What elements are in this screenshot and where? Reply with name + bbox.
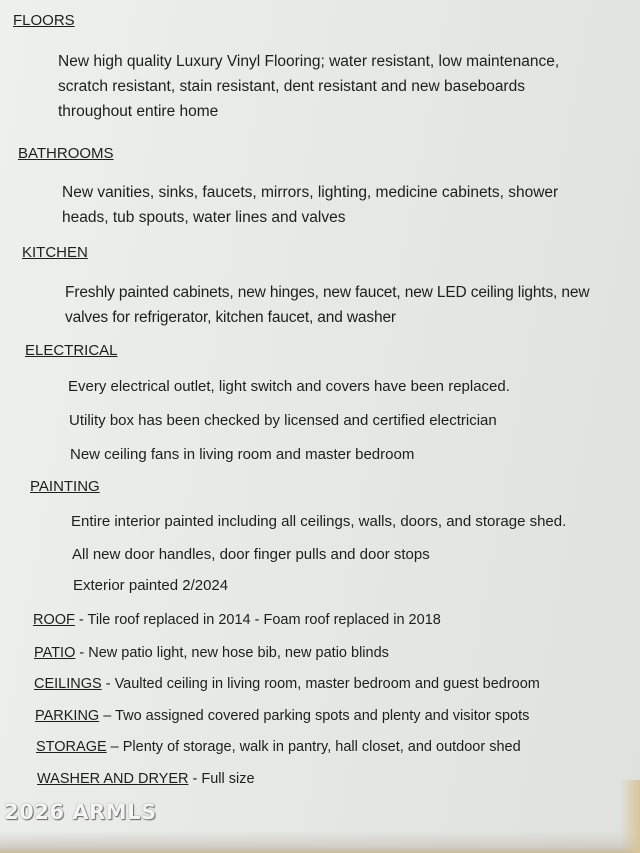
section-body-floors [58, 49, 559, 124]
parking-label: PARKING [35, 708, 100, 724]
roof-label: ROOF [33, 612, 75, 628]
paper-right-edge [620, 780, 640, 853]
section-body-bathrooms [62, 180, 558, 230]
body-line: New high quality Luxury Vinyl Flooring; water resistant, low maintenance, [58, 53, 560, 70]
storage-label: STORAGE [36, 739, 107, 755]
washer-dryer-text: - Full size [188, 771, 255, 787]
patio-label: PATIO [34, 645, 76, 661]
section-heading-floors: FLOORS [13, 12, 75, 29]
body-line: scratch resistant, stain resistant, dent resistant and new baseboards [58, 78, 525, 95]
body-line: Freshly painted cabinets, new hinges, new faucet, new LED ceiling lights, new [65, 284, 590, 301]
washer-dryer-label: WASHER AND DRYER [37, 771, 189, 787]
mls-watermark: 2026 ARMLS [4, 800, 157, 824]
parking-line [35, 708, 529, 724]
section-heading-electrical: ELECTRICAL [25, 342, 118, 359]
electrical-item: New ceiling fans in living room and master bedroom [70, 446, 415, 463]
painting-item: Entire interior painted including all ceilings, walls, doors, and storage shed. [71, 513, 567, 530]
washer-dryer-line [37, 771, 255, 787]
section-heading-kitchen: KITCHEN [22, 244, 88, 261]
painting-item: All new door handles, door finger pulls and door stops [72, 546, 430, 563]
parking-text: – Two assigned covered parking spots and plenty and visitor spots [99, 708, 530, 724]
section-heading-painting: PAINTING [30, 478, 100, 495]
patio-text: - New patio light, new hose bib, new patio blinds [75, 645, 389, 661]
storage-text: – Plenty of storage, walk in pantry, hall closet, and outdoor shed [106, 739, 521, 755]
body-line: New vanities, sinks, faucets, mirrors, lighting, medicine cabinets, shower [62, 184, 559, 201]
painting-item: Exterior painted 2/2024 [73, 577, 229, 594]
ceilings-text: - Vaulted ceiling in living room, master bedroom and guest bedroom [101, 676, 540, 692]
body-line: valves for refrigerator, kitchen faucet, and washer [65, 309, 396, 326]
electrical-item: Utility box has been checked by licensed and certified electrician [69, 412, 497, 429]
section-body-kitchen [65, 280, 589, 330]
patio-line [34, 645, 389, 661]
ceilings-line [34, 676, 540, 692]
paper-bottom-edge [0, 831, 640, 853]
body-line: heads, tub spouts, water lines and valves [62, 209, 346, 226]
section-heading-bathrooms: BATHROOMS [18, 145, 114, 162]
body-line: throughout entire home [58, 103, 219, 120]
roof-line [33, 612, 441, 628]
roof-text: - Tile roof replaced in 2014 - Foam roof replaced in 2018 [74, 612, 441, 628]
storage-line [36, 739, 521, 755]
ceilings-label: CEILINGS [34, 676, 102, 692]
electrical-item: Every electrical outlet, light switch and covers have been replaced. [68, 378, 510, 395]
